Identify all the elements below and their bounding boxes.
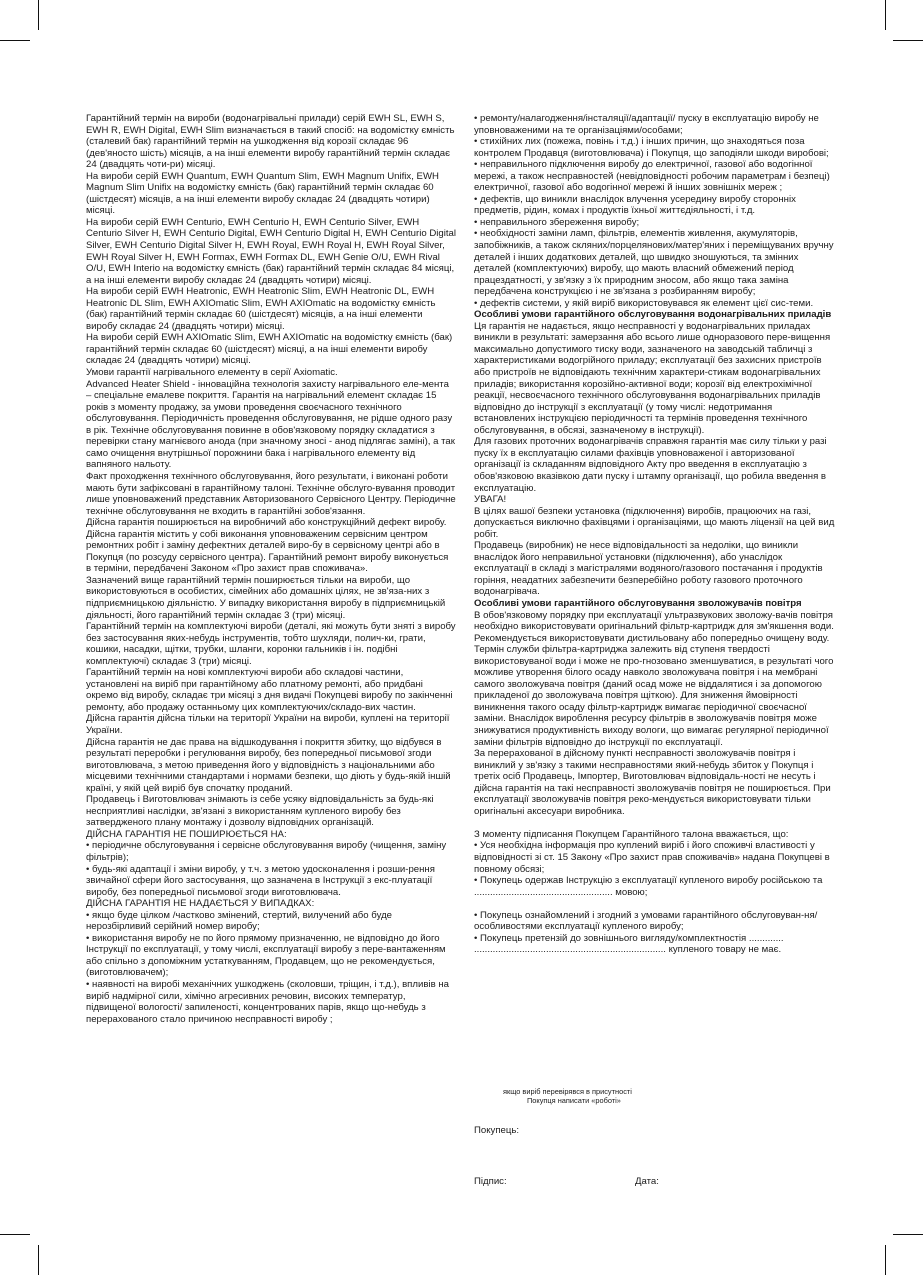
acknowledgement-intro: З моменту підписання Покупцем Гарантійного талона вважається, що: [474, 828, 789, 840]
list-item: • Уся необхідна інформація про куплений виріб і його споживчі властивості у відповідності зі ст. 15 Закону «Про захист прав споживачів» надана Покупцеві в повному обсязі; [474, 840, 830, 875]
paragraph: Advanced Heater Shield - інноваційна технологія захисту нагрівального еле-мента – спеціальне емалеве покриття. Гарантія на нагрівальний елемент складає 15 років з моменту продажу, за умови проведення своєчасного технічного обслуговування. Періодичність проведення обслуговування, не рідше одного разу в рік. Технічне обслуговування повинне в обов'язковому порядку складатися з перевірки стану магнієвого анода (при значному зносі - анод підлягає заміні), а так само очищення внутрішньої порожнини бака і нагрівального елементу від вапняного нальоту. [86, 378, 455, 471]
list-item: • неправильного збереження виробу; [474, 216, 640, 228]
list-item: • використання виробу не по його прямому призначенню, не відповідно до його Інструкції по експлуатації, у тому числі, експлуатації виробу з пере-вантаженням або спільно з допоміжним устаткуванням, Продавцем, що не рекомендується, (виготовлювачем); [86, 932, 446, 979]
water-heater-section-title: Особливі умови гарантійного обслуговування водонагрівальних приладів [474, 309, 832, 321]
paragraph: На вироби серій EWH Quantum, EWH Quantum Slim, EWH Magnum Unifix, EWH Magnum Slim Unifix на водомістку ємність (бак) гарантійний термін складає 60 (шістдесят) місяців, а на інші елементи виробу складає 24 (двадцять чотири) місяці. [86, 170, 439, 217]
list-item: • Покупець претензій до зовнішнього вигляду/комплектностія ............. ........................................................................ купленого товару не має. [474, 932, 784, 956]
signature-label: Підпис: [474, 1176, 507, 1187]
section-caption: ДІЙСНА ГАРАНТІЯ НЕ НАДАЄТЬСЯ У ВИПАДКАХ: [86, 898, 315, 910]
list-item: • дефектів, що виникли внаслідок влучення усередину виробу сторонніх предметів, рідин, комах і продуктів їхньої життєдіяльності, і т.д. [474, 193, 796, 217]
paragraph: Для газових проточних водонагрівачів справжня гарантія має силу тільки у разі пуску їх в експлуатацію силами фахівців уповноваженої і авторизованої організації із складанням відповідного Акту про введення в експлуатацію з обов'язковою вказівкою дати пуску і штампу організації, що робила введення в експлуатацію. [474, 436, 827, 494]
warning-label: УВАГА! [474, 494, 507, 506]
crop-mark [0, 1234, 30, 1235]
crop-mark [893, 40, 923, 41]
list-item: • необхідності заміни ламп, фільтрів, елементів живлення, акумуляторів, запобіжників, а також скляних/порцелянових/матер'яних і переміщуваних вручну деталей і інших додаткових деталей, що швидко зношуються, та змінних деталей (комплектуючих) виробу, що мають власний обмежений період працездатності, у зв'язку з їх природним зносом, або якщо така заміна передбачена конструкцією і не зв'язана з розбиранням виробу; [474, 228, 834, 298]
list-item: • неправильного підключення виробу до електричної, газової або водогінної мережі, а також несправностей (невідповідності робочим параметрам і безпеці) електричної, газової або водогінної мережі й інших зовнішніх мереж ; [474, 159, 830, 194]
right-column [474, 113, 836, 956]
list-item: • стихійних лих (пожежа, повінь і т.д.) і інших причин, що знаходяться поза контролем Продавця (виготовлювача) і Покупця, що заподіяли шкоди виробові; [474, 136, 829, 159]
paragraph: В цілях вашої безпеки установка (підключення) виробів, працюючих на газі, допускається виключно фахівцями і організаціями, що мають ліцензії на цей вид робіт. [474, 505, 835, 540]
crop-mark [0, 40, 30, 41]
list-item: • Покупець одержав Інструкцію з експлуатації купленого виробу російською та .................................................... мовою; [474, 875, 823, 898]
paragraph: Гарантійний термін на нові комплектуючі вироби або складові частини, установлені на виріб при гарантійному або платному ремонті, або придбані окремо від виробу, складає три місяці з дня видачі Покупцеві виробу по закінченні ремонту, або продажу останньому цих комплектуючих/складо-вих частин. [86, 667, 453, 713]
humidifier-section-title: Особливі умови гарантійного обслуговування зволожувачів повітря [474, 597, 802, 609]
buyer-label: Покупець: [474, 1125, 520, 1136]
list-item: • будь-які адаптації і зміни виробу, у т.ч. з метою удосконалення і розши-рення звичайної сфери його застосування, що зазначена в Інструкції з екс-плуатації виробу, без попередньої письмової згоди виготовлювача. [86, 863, 435, 898]
paragraph: Зазначений вище гарантійний термін поширюється тільки на вироби, що використовуються в особистих, сімейних або домашніх цілях, не зв'яза-них з підприємницькою діяльністю. У випадку використання виробу в підприємницькій діяльності, його гарантійний термін складає 3 (три) місяці. [86, 574, 446, 621]
list-item: • ремонту/налагодження/інсталяції/адаптації/ пуску в експлуатацію виробу не уповноваженими на те організаціями/особами; [474, 113, 819, 136]
paragraph: На вироби серій EWH AXIOmatic Slim, EWH AXIOmatic на водомістку ємність (бак) гарантійний термін складає 60 (шістдесят) місяці, а на інші елементи виробу складає 24 (двадцять чотири) місяці. [86, 332, 453, 367]
paragraph: На вироби серій EWH Heatronic, EWH Heatronic Slim, EWH Heatronic DL, EWH Heatronic DL Slim, EWH AXIOmatic Slim, EWH AXIOmatic на водомістку ємність (бак) гарантійний термін складає 60 (шістдесят) місяців, а на інші елементи виробу складає 24 (двадцять чотири) місяці. [86, 286, 436, 332]
crop-mark [38, 0, 39, 30]
paragraph: Факт проходження технічного обслуговування, його результати, і виконані роботи мають бути зафіксовані в гарантійному талоні. Технічне обслуго-вування проводит лише уповноважений представник Авторизованого Сервісного Центру. Періодичне технічне обслуговування не входить в гарантійні зобов'язання. [86, 470, 456, 517]
crop-mark [38, 1245, 39, 1275]
footnote: Покупця написати «роботі» [527, 1096, 621, 1105]
paragraph: Дійсна гарантія дійсна тільки на території України на вироби, куплені на території України. [86, 713, 450, 736]
paragraph: Умови гарантії нагрівального елементу в серії Axiomatic. [86, 367, 338, 379]
list-item: • дефектів системи, у якій виріб використовувався як елемент цієї сис-теми. [474, 297, 814, 309]
paragraph: Гарантійний термін на комплектуючі вироби (деталі, які можуть бути зняті з виробу без застосування яких-небудь інструментів, тобто шухляди, полич-ки, грати, кошики, насадки, щітки, трубки, шланги, коронки гальників і ін. подібні комплектуючі) складає 3 (три) місяці. [86, 621, 456, 667]
paragraph: За перерахованої в дійсному пункті несправності зволожувачів повітря і виниклий у зв'язку з такими несправностями який-небудь збиток у Покупця і третіх осіб Продавець, Імпортер, Виготовлювач відповідаль-ності не несуть і дійсна гарантія на такі несправності зволожувачів повітря не поширюється. При експлуатації зволожувачів повітря реко-мендується використовувати тільки оригінальні аксесуари виробника. [474, 748, 831, 817]
paragraph: Продавець і Виготовлювач знімають із себе усяку відповідальність за будь-які несприятливі наслідки, зв'язані з використанням купленого виробу без затвердженого плану монтажу і дозволу відповідних організацій. [86, 794, 434, 829]
crop-mark [885, 0, 886, 30]
paragraph: В обов'язковому порядку при експлуатації ультразвукових зволожу-вачів повітря необхідно використовувати оригінальний фільтр-картридж для зм'якшення води. Рекомендується використовувати дистильовану або попередньо очищену воду. Термін служби фільтра-картриджа залежить від ступеня твердості використовуваної води і може не про-гнозовано зменшуватися, в результаті чого можливе утворення білого осаду навколо зволожувача повітря і на мембрані самого зволожувача повітря (даний осад може не віддалятися і за допомогою прикладеної до зволожувача повітря щіткою). Для зниження ймовірності виникнення такого осаду фільтр-картридж вимагає періодичної своєчасної заміни. Внаслідок вироблення ресурсу фільтрів в зволожувачів повітря може знижуватися продуктивність виходу вологи, що вимагає регулярної періодичної заміни фільтрів відповідно до інструкції по експлуатації. [474, 609, 834, 748]
left-column [86, 113, 456, 1025]
list-item: • періодичне обслуговування і сервісне обслуговування виробу (чищення, заміну фільтрів); [86, 840, 447, 863]
paragraph: На вироби серій EWH Centurio, EWH Centurio H, EWH Centurio Silver, EWH Centurio Silver H, EWH Centurio Digital, EWH Centurio Digital H, EWH Centurio Digital Silver, EWH Centurio Digital Silver H, EWH Royal, EWH Royal H, EWH Royal Silver, EWH Royal Silver H, EWH Formax, EWH Formax DL, EWH Genie O/U, EWH Rival O/U, EWH Interio на водомістку ємність (бак) гарантійний термін складає 84 місяці, а на інші елементи виробу складає 24 (двадцять чотири) місяці. [86, 216, 457, 286]
list-item: • Покупець ознайомлений і згодний з умовами гарантійного обслуговуван-ня/особливостями експлуатації купленого виробу; [474, 909, 818, 933]
paragraph: Ця гарантія не надається, якщо несправності у водонагрівальних приладах виникли в результаті: замерзання або всього лише одноразового пере-вищення максимально допустимого тиску води, зазначеного на заводській табличці з характеристиками водогрійного приладу; експлуатації без захисних пристроїв або пристроїв не відповідають технічним характери-стикам водонагрівальних приладів; використання корозійно-активної води; корозії від електрохімічної реакції, несвоєчасного технічного обслуговування водонагрівальних приладів відповідно до інструкції з експлуатації (у тому числі: недотримання встановлених інструкцією періодичності та термінів проведення технічного обслуговування, в обсязі, зазначеному в інструкції). [474, 320, 831, 436]
date-label: Дата: [635, 1176, 659, 1187]
crop-mark [885, 1245, 886, 1275]
paragraph: Дійсна гарантія поширюється на виробничий або конструкційний дефект виробу. Дійсна гарантія містить у собі виконання уповноваженим сервісним центром ремонтних робіт і заміну дефектних деталей виро-бу в сервісному центрі або в Покупця (по розсуду сервісного центра). Гарантійний ремонт виробу виконується в терміни, передбачені Законом «Про захист прав споживача». [86, 517, 449, 575]
list-item: • наявності на виробі механічних ушкоджень (сколовши, тріщин, і т.д.), впливів на виріб надмірної сили, хімічно агресивних речовин, високих температур, підвищеної вологості/ запиленості, концентрованих парів, якщо що-небудь з перерахованого стало причиною несправності виробу ; [86, 979, 449, 1025]
crop-mark [893, 1234, 923, 1235]
list-item: • якщо буде цілком /частково змінений, стертий, вилучений або буде нерозбірливий серійний номер виробу; [86, 909, 392, 933]
footnote: якщо виріб перевірявся в присутності [503, 1087, 632, 1096]
paragraph: Гарантійний термін на вироби (водонагрівальні прилади) серій EWH SL, EWH S, EWH R, EWH Digital, EWH Slim визначається в такий спосіб: на водомістку ємність (сталевий бак) гарантійний термін на ушкодження від корозії складає 96 (дев'яносто шість) місяців, а на інші елементи виробу гарантійний термін складає 24 (двадцять чоти-ри) місяці. [86, 113, 455, 171]
section-caption: ДІЙСНА ГАРАНТІЯ НЕ ПОШИРЮЄТЬСЯ НА: [86, 828, 287, 840]
paragraph: Дійсна гарантія не дає права на відшкодування і покриття збитку, що відбувся в результаті переробки і регулювання виробу, без попередньої письмової згоди виготовлювача, з метою приведення його у відповідність з національними або місцевими технічними стандартами і нормами безпеки, що діють у будь-якій іншій країні, у якій цей виріб був спочатку проданий. [86, 736, 451, 794]
paragraph: Продавець (виробник) не несе відповідальності за недоліки, що виникли внаслідок його неправильної установки (підключення), або унаслідок експлуатації в складі з магістралями водяного/газового постачання і продуктів горіння, неадатних забезпечити безперебійно роботу газового проточного водонагрівача. [474, 540, 823, 598]
